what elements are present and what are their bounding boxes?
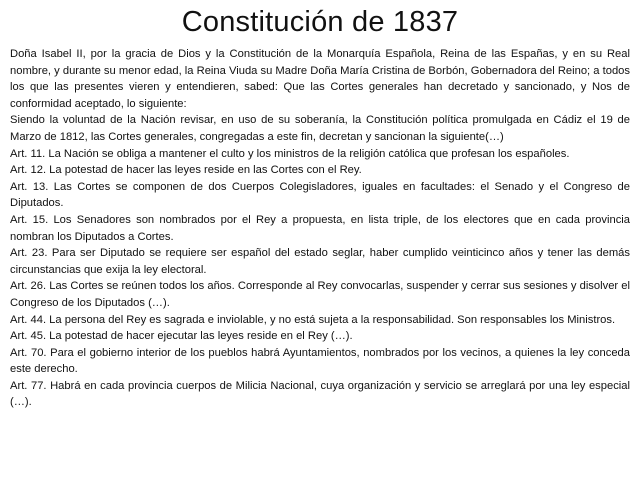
document-title: Constitución de 1837 bbox=[181, 6, 459, 38]
article-paragraph: Art. 15. Los Senadores son nombrados por el Rey a propuesta, en lista triple, de los electores que en cada provincia nombran los Diputados a Cortes. bbox=[10, 213, 630, 243]
preamble-paragraph: Doña Isabel II, por la gracia de Dios y la Constitución de la Monarquía Española, Reina de las Españas, y en su Real nombre, y durante su menor edad, la Reina Viuda su Madre Doña María Cristina de Borbón, Gobernadora del Reino; a todos los que las presentes vieren y entendieren, sabed: Que las Cortes generales han decretado y sancionado, y Nos de conformidad aceptado, lo siguiente: bbox=[10, 48, 630, 110]
article-paragraph: Art. 13. Las Cortes se componen de dos Cuerpos Colegisladores, iguales en facultades: el Senado y el Congreso de Diputados. bbox=[10, 180, 630, 210]
article-paragraph: Art. 11. La Nación se obliga a mantener el culto y los ministros de la religión católica que profesan los españoles. bbox=[10, 147, 570, 160]
article-paragraph: Art. 77. Habrá en cada provincia cuerpos de Milicia Nacional, cuya organización y servicio se arreglará por una ley especial (…). bbox=[10, 379, 630, 409]
preamble-paragraph: Siendo la voluntad de la Nación revisar, en uso de su soberanía, la Constitución política promulgada en Cádiz el 19 de Marzo de 1812, las Cortes generales, congregadas a este fin, decretan y sancionan la siguiente(…) bbox=[10, 114, 630, 143]
article-paragraph: Art. 12. La potestad de hacer las leyes reside en las Cortes con el Rey. bbox=[10, 164, 362, 177]
article-paragraph: Art. 26. Las Cortes se reúnen todos los años. Corresponde al Rey convocarlas, suspender y cerrar sus sesiones y disolver el Congreso de los Diputados (…). bbox=[10, 280, 630, 309]
article-paragraph: Art. 70. Para el gobierno interior de los pueblos habrá Ayuntamientos, nombrados por los vecinos, a quienes la ley conceda este derecho. bbox=[10, 346, 630, 376]
document-body bbox=[10, 46, 630, 411]
article-paragraph: Art. 44. La persona del Rey es sagrada e inviolable, y no está sujeta a la responsabilidad. Son responsables los Ministros. bbox=[10, 313, 616, 326]
article-paragraph: Art. 23. Para ser Diputado se requiere ser español del estado seglar, haber cumplido veinticinco años y tener las demás circunstancias que exija la ley electoral. bbox=[10, 247, 630, 276]
article-paragraph: Art. 45. La potestad de hacer ejecutar las leyes reside en el Rey (…). bbox=[10, 330, 353, 343]
